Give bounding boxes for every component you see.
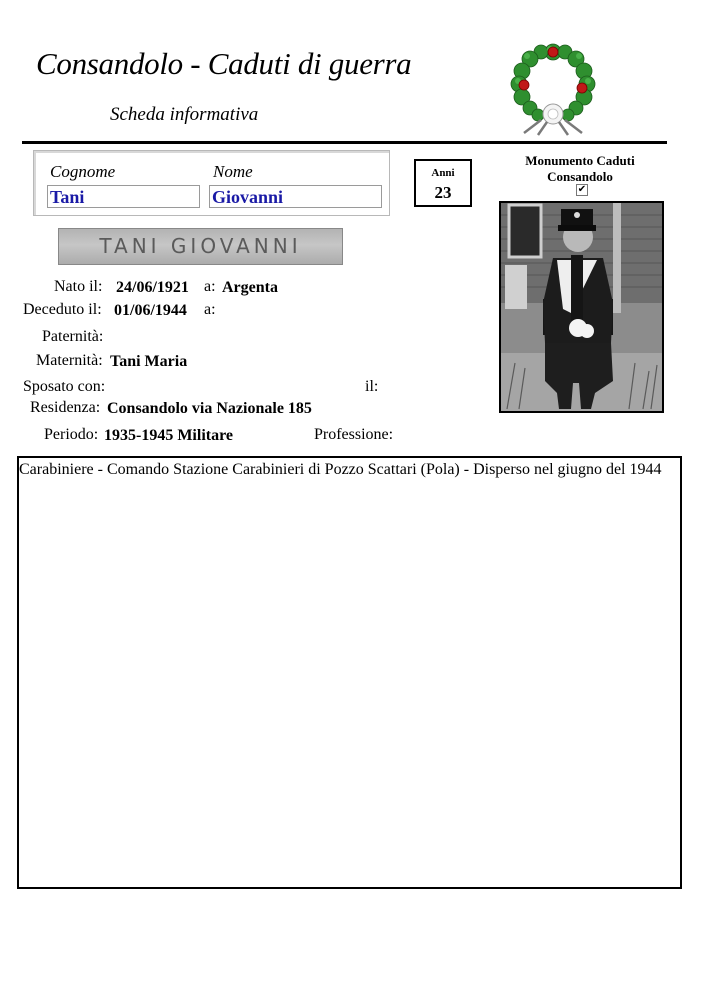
born-date-value[interactable]: 24/06/1921 — [116, 279, 189, 296]
death-date-label: Deceduto il: — [23, 301, 102, 318]
death-place-label: a: — [204, 301, 216, 318]
mother-value[interactable]: Tani Maria — [110, 353, 188, 370]
marriage-date-label: il: — [365, 378, 379, 395]
cognome-field[interactable]: Tani — [47, 185, 200, 208]
notes-box[interactable] — [17, 456, 682, 889]
nome-label: Nome — [213, 162, 253, 181]
period-value[interactable]: 1935-1945 Militare — [104, 427, 234, 444]
plaque-text: TANI GIOVANNI — [99, 234, 302, 258]
profession-label: Professione: — [314, 426, 394, 443]
residence-value[interactable]: Consandolo via Nazionale 185 — [107, 400, 312, 417]
nome-field[interactable]: Giovanni — [209, 185, 382, 208]
born-place-label: a: — [204, 278, 216, 295]
memorial-plaque-image — [58, 228, 343, 265]
father-label: Paternità: — [42, 328, 104, 345]
header-divider — [22, 141, 667, 144]
portrait-photo — [499, 201, 664, 413]
death-date-value[interactable]: 01/06/1944 — [114, 302, 187, 319]
page-title: Consandolo - Caduti di guerra — [36, 46, 412, 81]
cognome-label: Cognome — [50, 162, 116, 181]
age-box — [414, 159, 472, 207]
age-label: Anni — [431, 167, 455, 179]
spouse-label: Sposato con: — [23, 378, 106, 395]
notes-text: Carabiniere - Comando Stazione Carabinieri di Pozzo Scattari (Pola) - Disperso nel giugno del 1944 — [19, 461, 662, 478]
laurel-wreath-icon — [506, 40, 600, 136]
born-date-label: Nato il: — [54, 278, 103, 295]
age-value[interactable]: 23 — [434, 183, 452, 202]
period-label: Periodo: — [44, 426, 99, 443]
page-subtitle: Scheda informativa — [110, 104, 259, 125]
monument-label: Monumento Caduti Consandolo — [525, 153, 635, 184]
mother-label: Maternità: — [36, 352, 103, 369]
monument-checkbox[interactable]: ✔ — [577, 184, 587, 195]
born-place-value[interactable]: Argenta — [222, 279, 278, 296]
residence-label: Residenza: — [30, 399, 101, 416]
